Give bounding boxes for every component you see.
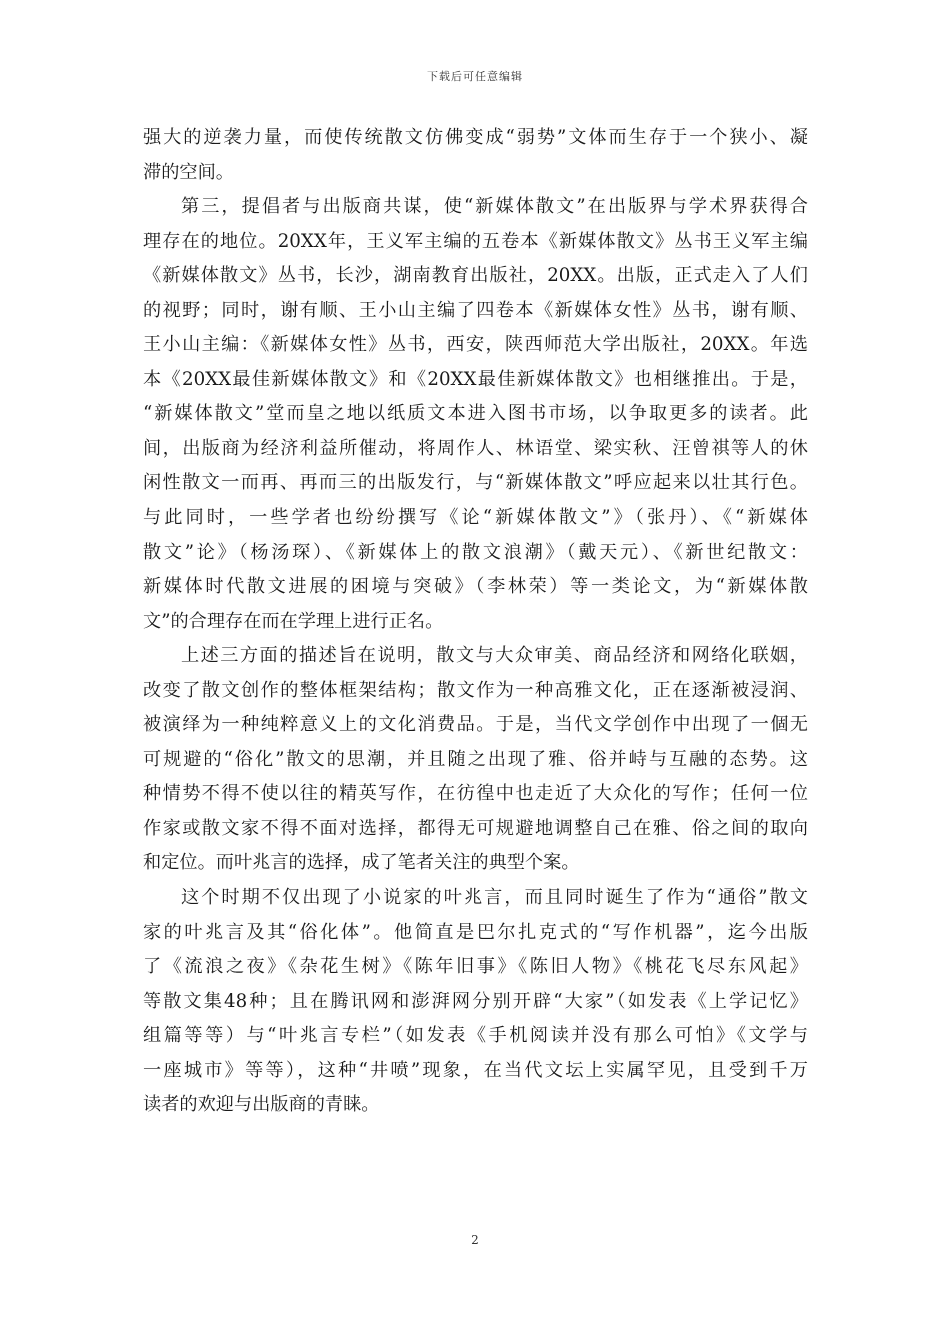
paragraph-4 [143,881,808,1123]
text-line: “新媒体散文”堂而皇之地以纸质文本进入图书市场，以争取更多的读者。此 [143,403,808,425]
text-line: 王小山主编：《新媒体女性》丛书，西安，陕西师范大学出版社，20XX。年选 [143,334,808,356]
page-number: 2 [471,1233,479,1247]
text-line: 文”的合理存在而在学理上进行正名。 [143,610,444,632]
paragraph-3 [143,639,808,881]
text-line: 闲性散文一而再、再而三的出版发行，与“新媒体散文”呼应起来以壮其行色。 [143,472,808,494]
text-line: 本《20XX最佳新媒体散文》和《20XX最佳新媒体散文》也相继推出。于是， [143,368,808,390]
text-line: 组篇等等）与“叶兆言专栏”（如发表《手机阅读并没有那么可怕》《文学与 [143,1025,808,1047]
text-line: 与此同时，一些学者也纷纷撰写《论“新媒体散文”》（张丹）、《“新媒体 [143,507,808,529]
text-line: 《新媒体散文》丛书，长沙，湖南教育出版社，20XX。出版，正式走入了人们 [143,265,808,287]
text-line: 改变了散文创作的整体框架结构；散文作为一种高雅文化，正在逐渐被浸润、 [143,679,808,701]
text-line: 间，出版商为经济利益所催动，将周作人、林语堂、梁实秋、汪曾祺等人的休 [143,437,808,459]
text-line: 读者的欢迎与出版商的青睐。 [143,1094,380,1116]
document-body [143,121,808,1123]
text-line: 种情势不得不使以往的精英写作，在彷徨中也走近了大众化的写作；任何一位 [143,783,808,805]
paragraph-2 [143,190,808,639]
text-line: 理存在的地位。20XX年，王义军主编的五卷本《新媒体散文》丛书王义军主编 [143,230,808,252]
text-line: 的视野；同时，谢有顺、王小山主编了四卷本《新媒体女性》丛书，谢有顺、 [143,299,808,321]
text-line: 作家或散文家不得不面对选择，都得无可规避地调整自己在雅、俗之间的取向 [143,817,808,839]
text-line: 和定位。而叶兆言的选择，成了笔者关注的典型个案。 [143,852,580,874]
text-line: 等散文集48种；且在腾讯网和澎湃网分别开辟“大家”（如发表《上学记忆》 [143,990,808,1012]
text-line: 一座城市》等等），这种“井喷”现象，在当代文坛上实属罕见，且受到千万 [143,1059,808,1081]
page-header: 下载后可任意编辑 [427,70,523,83]
text-line: 了《流浪之夜》《杂花生树》《陈年旧事》《陈旧人物》《桃花飞尽东风起》 [143,956,808,978]
text-line: 被演绎为一种纯粹意义上的文化消费品。于是，当代文学创作中出现了一個无 [143,714,808,736]
text-line: 这个时期不仅出现了小说家的叶兆言，而且同时诞生了作为“通俗”散文 [181,887,808,909]
paragraph-1 [143,121,808,190]
text-line: 家的叶兆言及其“俗化体”。他简直是巴尔扎克式的“写作机器”，迄今出版 [143,921,808,943]
text-line: 上述三方面的描述旨在说明，散文与大众审美、商品经济和网络化联姻， [181,645,808,667]
text-line: 第三，提倡者与出版商共谋，使“新媒体散文”在出版界与学术界获得合 [181,196,808,218]
text-line: 可规避的“俗化”散文的思潮，并且随之出现了雅、俗并峙与互融的态势。这 [143,748,808,770]
text-line: 新媒体时代散文进展的困境与突破》（李林荣）等一类论文，为“新媒体散 [143,576,808,598]
text-line: 强大的逆袭力量，而使传统散文仿佛变成“弱势”文体而生存于一个狭小、凝 [143,127,808,148]
text-line: 滞的空间。 [143,161,234,183]
text-line: 散文”论》（杨汤琛）、《新媒体上的散文浪潮》（戴天元）、《新世纪散文： [143,541,808,563]
